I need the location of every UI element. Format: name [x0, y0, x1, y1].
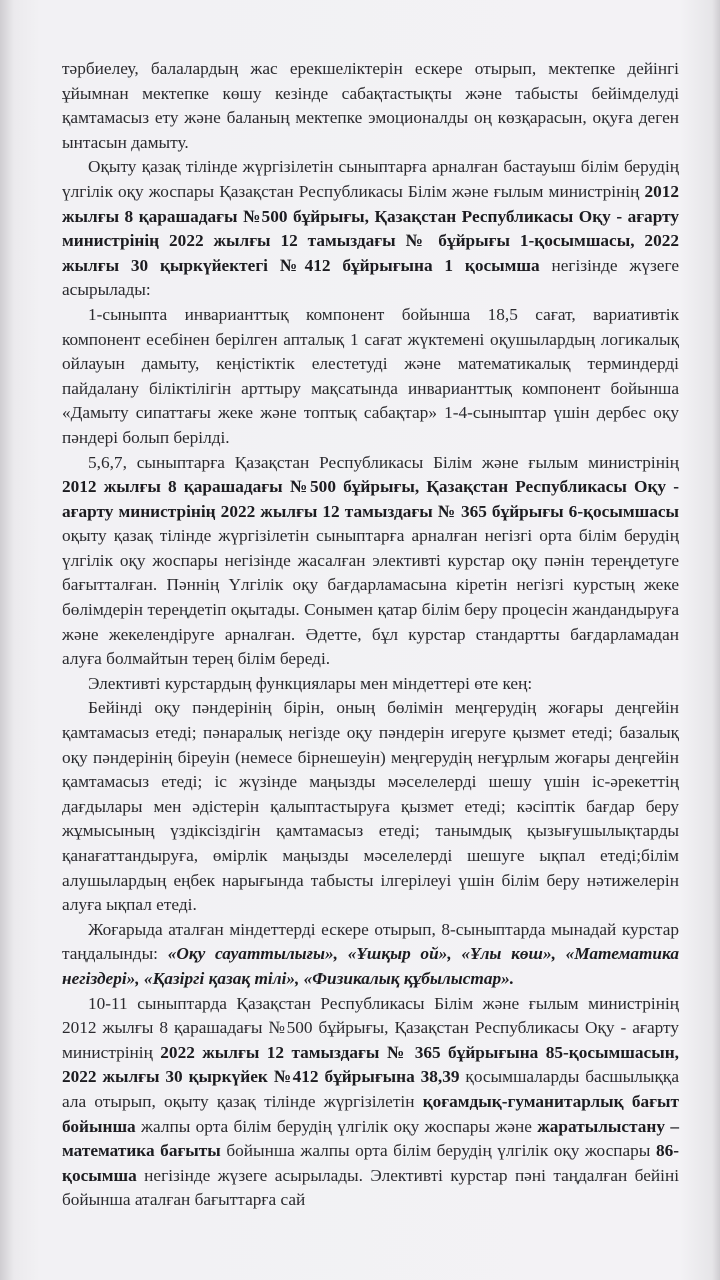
text-run: қосымшаларды басшылыққа ала отырып, оқыту қазақ тілінде жүргізілетін	[62, 1067, 679, 1111]
text-run: 10-11 сыныптарда Қазақстан Республикасы Білім және ғылым министрінің 2012 жылғы 8 қарашадағы №500 бұйрығы, Қазақстан Республикасы Оқу - ағарту министрінің	[62, 993, 679, 1062]
paragraph	[62, 57, 679, 155]
text-run: негізінде жүзеге асырылады. Элективті курстар пәні таңдалған бейіні бойынша аталған бағыттарға сай	[62, 1165, 679, 1210]
text-run: 1-сыныпта инварианттық компонент бойынша 18,5 сағат, вариативтік компонент есебінен берілген апталық 1 сағат жүктемені оқушылардың логикалық ойлауын дамыту, кеңістіктік елестетуді және математикалық терминдерді пайдалану біліктілігін арттыру мақсатында инварианттық компонент бойынша «Дамыту сипаттағы жеке және топтық сабақтар» 1-4-сыныптар үшін дербес оқу пәндері болып берілді.	[62, 304, 679, 447]
paragraph	[62, 303, 679, 451]
document-body	[62, 57, 679, 1213]
emphasis-text: «Оқу сауаттылығы», «Ұшқыр ой», «Ұлы көш», «Математика негіздері», «Қазіргі қазақ тілі», «Физикалық құбылыстар».	[62, 944, 679, 988]
paragraph	[62, 696, 679, 917]
bold-text: қоғамдық-гуманитарлық бағыт бойынша	[62, 1091, 679, 1136]
bold-text: 2012 жылғы 8 қарашадағы №500 бұйрығы, Қазақстан Республикасы Оқу - ағарту министрінің 2022 жылғы 12 тамыздағы № бұйрығы 1-қосымшасы, 2022 жылғы 30 қыркүйектегі №412 бұйрығына 1 қосымша	[62, 181, 679, 275]
bold-text: 2022 жылғы 12 тамыздағы № 365 бұйрығына 85-қосымшасын, 2022 жылғы 30 қыркүйек №412 бұйрығына 38,39	[62, 1042, 679, 1087]
text-run: Элективті курстардың функциялары мен міндеттері өте кең:	[88, 673, 533, 693]
text-run: оқыту қазақ тілінде жүргізілетін сыныптарға арналған негізгі орта білім берудің үлгілік оқу жоспары негізінде жасалған элективті курстар оқу пәнін тереңдетуге бағытталған. Пәннің Үлгілік оқу бағдарламасына кіретін негізгі курстың жеке бөлімдерін тереңдетіп оқытады. Сонымен қатар білім беру процесін жандандыруға және жекелендіруге арналған. Әдетте, бұл курстар стандартты бағдарламадан алуға болмайтын терең білім береді.	[62, 526, 679, 669]
paragraph	[62, 451, 679, 672]
text-run: тәрбиелеу, балалардың жас ерекшеліктерін ескере отырып, мектепке дейінгі ұйымнан мектепке көшу кезінде сабақтастықты және табысты бейімделуді қамтамасыз ету және баланың мектепке эмоционалды оң көзқарасын, оқуға деген ынтасын дамыту.	[62, 59, 679, 152]
text-run: негізінде жүзеге асырылады:	[62, 255, 679, 300]
bold-text: жаратылыстану – математика бағыты	[62, 1116, 679, 1161]
paragraph	[62, 918, 679, 992]
bold-text: 2012 жылғы 8 қарашадағы №500 бұйрығы, Қазақстан Республикасы Оқу - ағарту министрінің 2022 жылғы 12 тамыздағы № 365 бұйрығы 6-қосымшасы	[62, 477, 679, 521]
text-run: Жоғарыда аталған міндеттерді ескере отырып, 8-сыныптарда мынадай курстар таңдалынды:	[62, 919, 679, 964]
text-run: Оқыту қазақ тілінде жүргізілетін сыныптарға арналған бастауыш білім берудің үлгілік оқу жоспары Қазақстан Республикасы Білім және ғылым министрінің	[62, 157, 679, 201]
text-run: 5,6,7, сыныптарға Қазақстан Республикасы Білім және ғылым министрінің	[88, 452, 679, 472]
bold-text: 86-қосымша	[62, 1141, 679, 1185]
text-run: бойынша жалпы орта білім берудің үлгілік оқу жоспары	[220, 1141, 656, 1161]
paragraph	[62, 992, 679, 1213]
paragraph	[62, 672, 679, 697]
paragraph	[62, 155, 679, 303]
text-run: Бейінді оқу пәндерінің бірін, оның бөлімін меңгерудің жоғары деңгейін қамтамасыз етеді; пәнаралық негізде оқу пәндерін игеруге қызмет етеді; базалық оқу пәндерінің біреуін (немесе бірнешеуін) меңгерудің неғұрлым жоғары деңгейін қамтамасыз етеді; іс жүзінде маңызды мәселелерді шешу үшін іс-әрекеттің дағдылары мен әдістерін қалыптастыруға қызмет етеді; кәсіптік бағдар беру жұмысының үздіксіздігін қамтамасыз етеді; танымдық қызығушылықтарды қанағаттандыруға, өмірлік маңызды мәселелерді шешуге ықпал етеді;білім алушылардың еңбек нарығында табысты ілгерілеуі үшін білім беру нәтижелерін алуға ықпал етеді.	[62, 698, 679, 915]
text-run: жалпы орта білім берудің үлгілік оқу жоспары және	[135, 1116, 538, 1136]
